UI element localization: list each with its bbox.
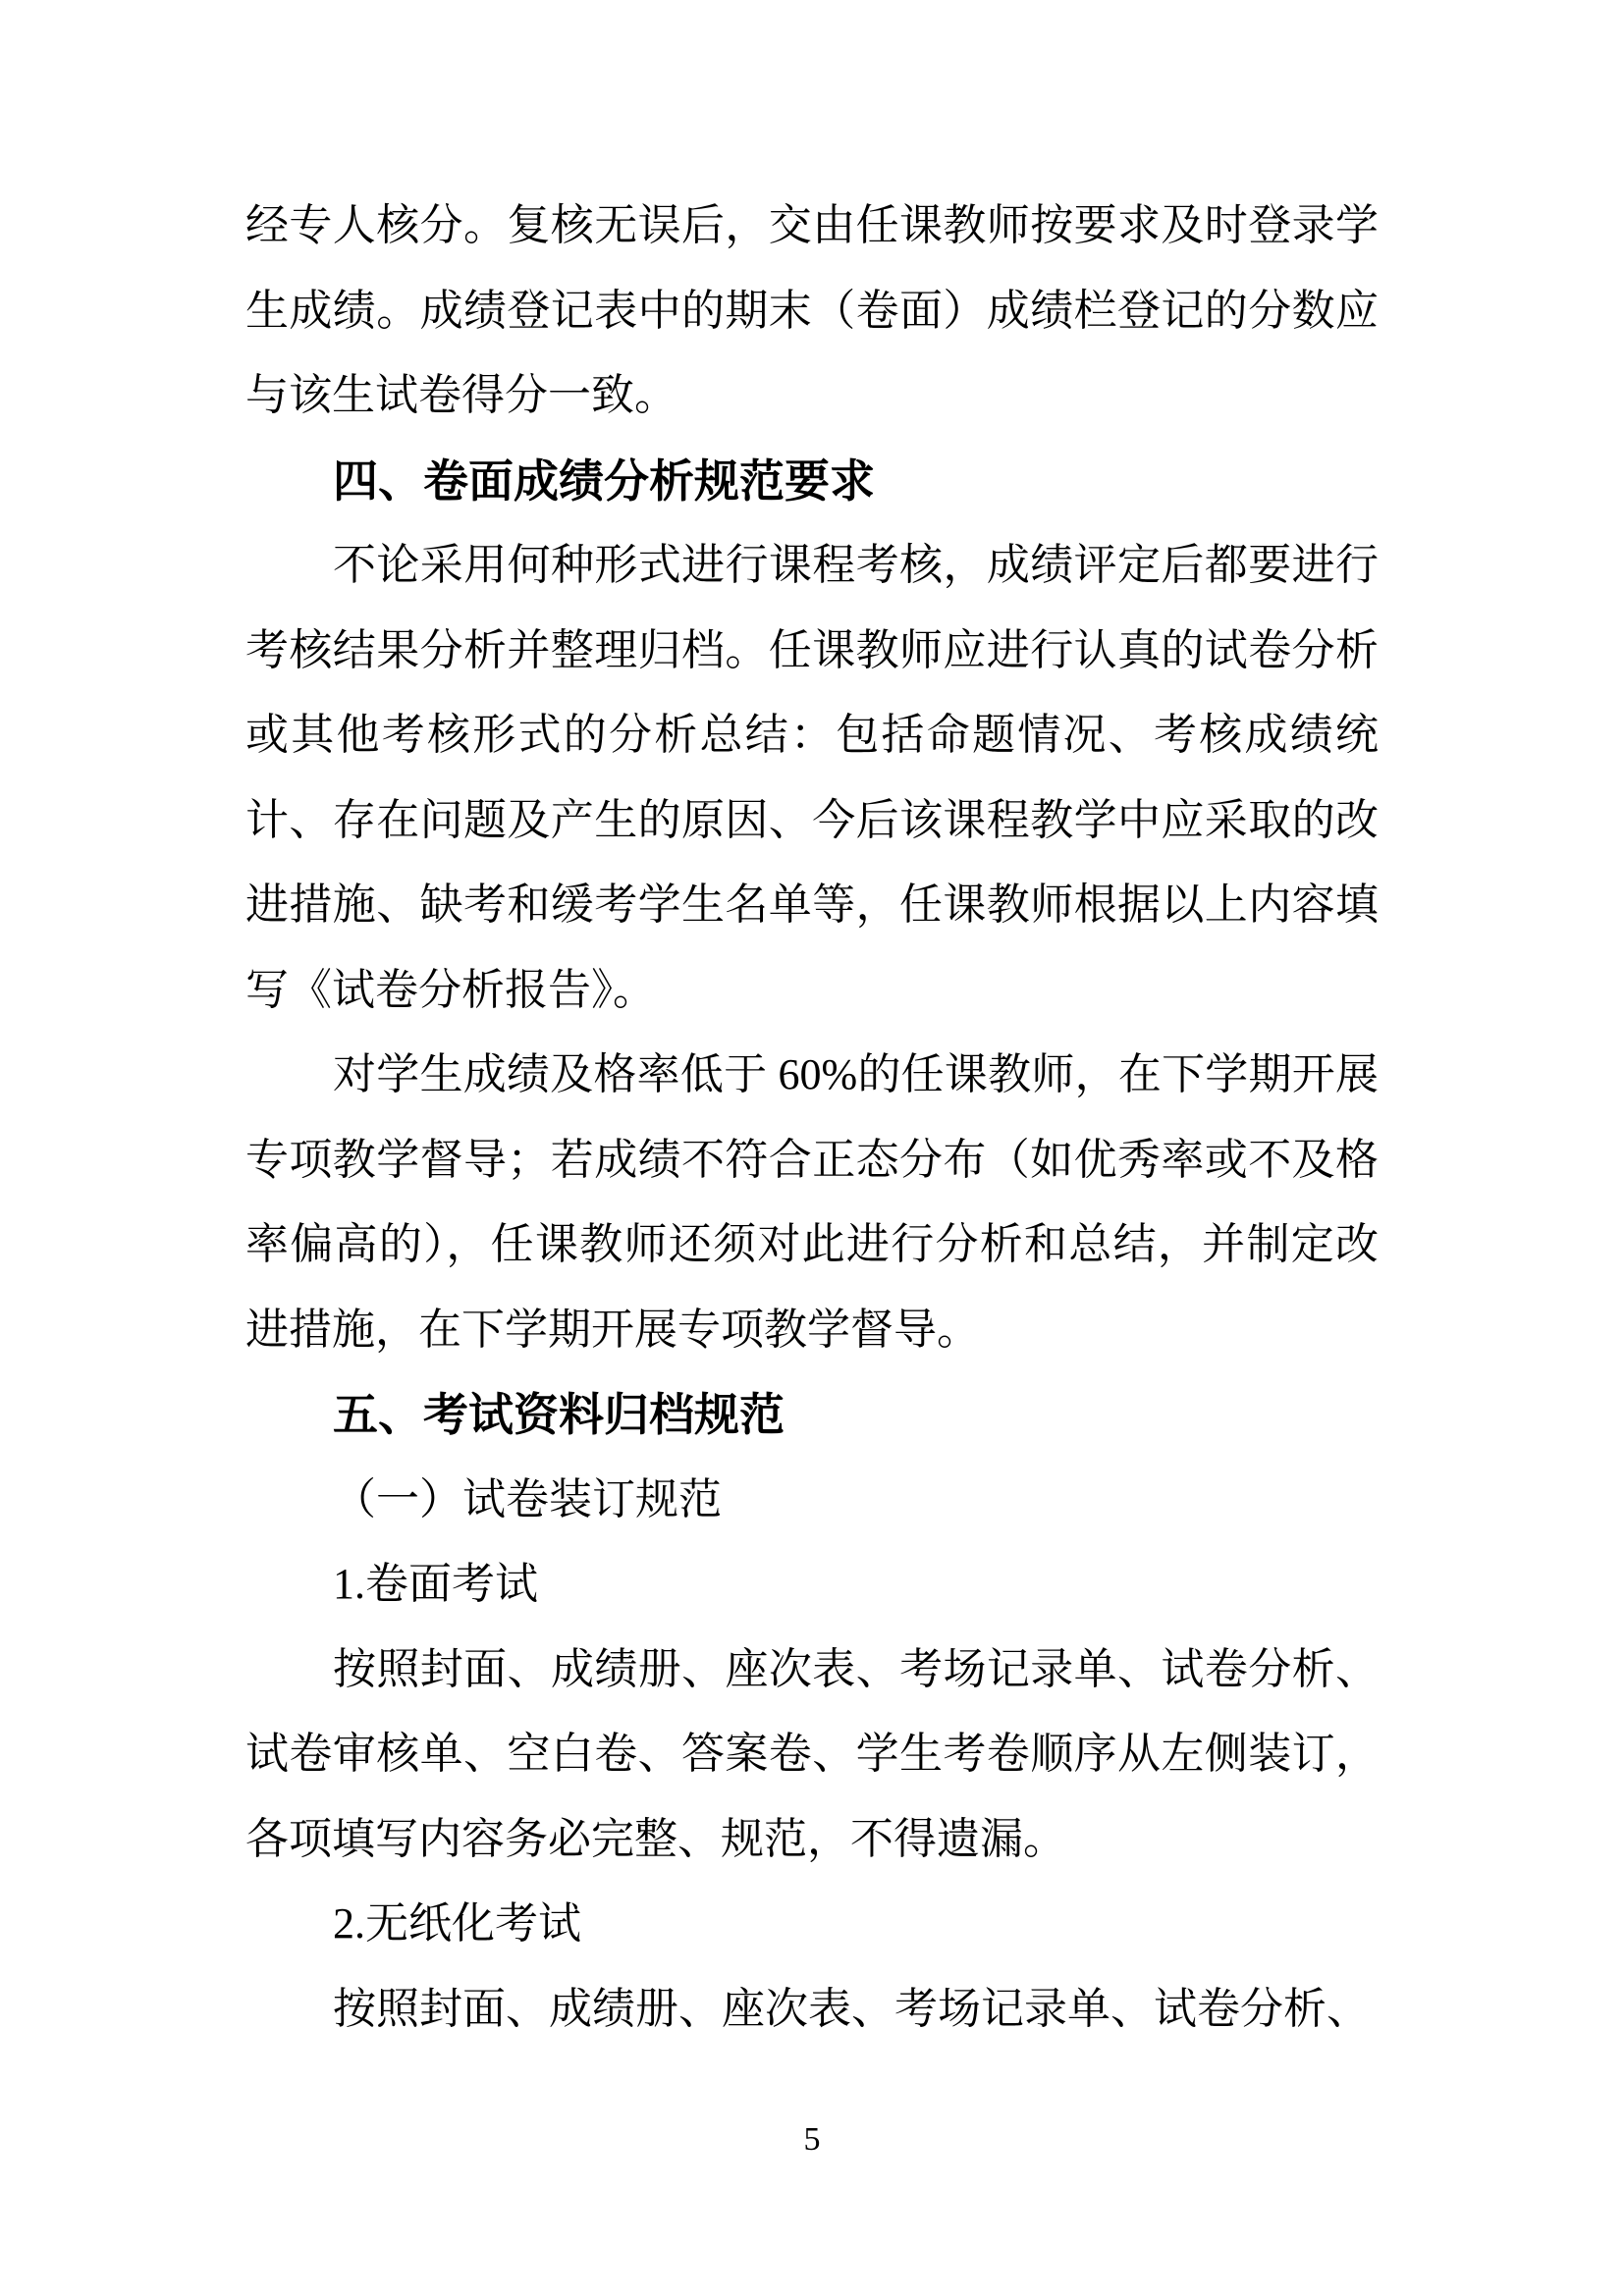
document-body (245, 184, 1379, 2052)
paragraph: （一）试卷装订规范 (333, 1474, 722, 1523)
paragraph: 2.无纸化考试 (333, 1899, 581, 1948)
paragraph: 对学生成绩及格率低于 60%的任课教师，在下学期开展专项教学督导；若成绩不符合正态分布（如优秀率或不及格率偏高的），任课教师还须对此进行分析和总结，并制定改进措施，在下学期开展专项教学督导。 (245, 1050, 1379, 1354)
section-heading: 四、卷面成绩分析规范要求 (333, 454, 875, 507)
paragraph: 不论采用何种形式进行课程考核，成绩评定后都要进行考核结果分析并整理归档。任课教师应进行认真的试卷分析或其他考核形式的分析总结：包括命题情况、考核成绩统计、存在问题及产生的原因、今后该课程教学中应采取的改进措施、缺考和缓考学生名单等，任课教师根据以上内容填写《试卷分析报告》。 (245, 541, 1379, 1014)
paragraph: 按照封面、成绩册、座次表、考场记录单、试卷分析、 (333, 1984, 1370, 2033)
paragraph: 经专人核分。复核无误后，交由任课教师按要求及时登录学生成绩。成绩登记表中的期末（卷面）成绩栏登记的分数应与该生试卷得分一致。 (245, 201, 1379, 419)
paragraph: 按照封面、成绩册、座次表、考场记录单、试卷分析、试卷审核单、空白卷、答案卷、学生考卷顺序从左侧装订，各项填写内容务必完整、规范，不得遗漏。 (245, 1644, 1379, 1863)
page-number: 5 (803, 2121, 821, 2158)
paragraph: 1.卷面考试 (333, 1560, 538, 1608)
section-heading: 五、考试资料归档规范 (333, 1389, 785, 1440)
